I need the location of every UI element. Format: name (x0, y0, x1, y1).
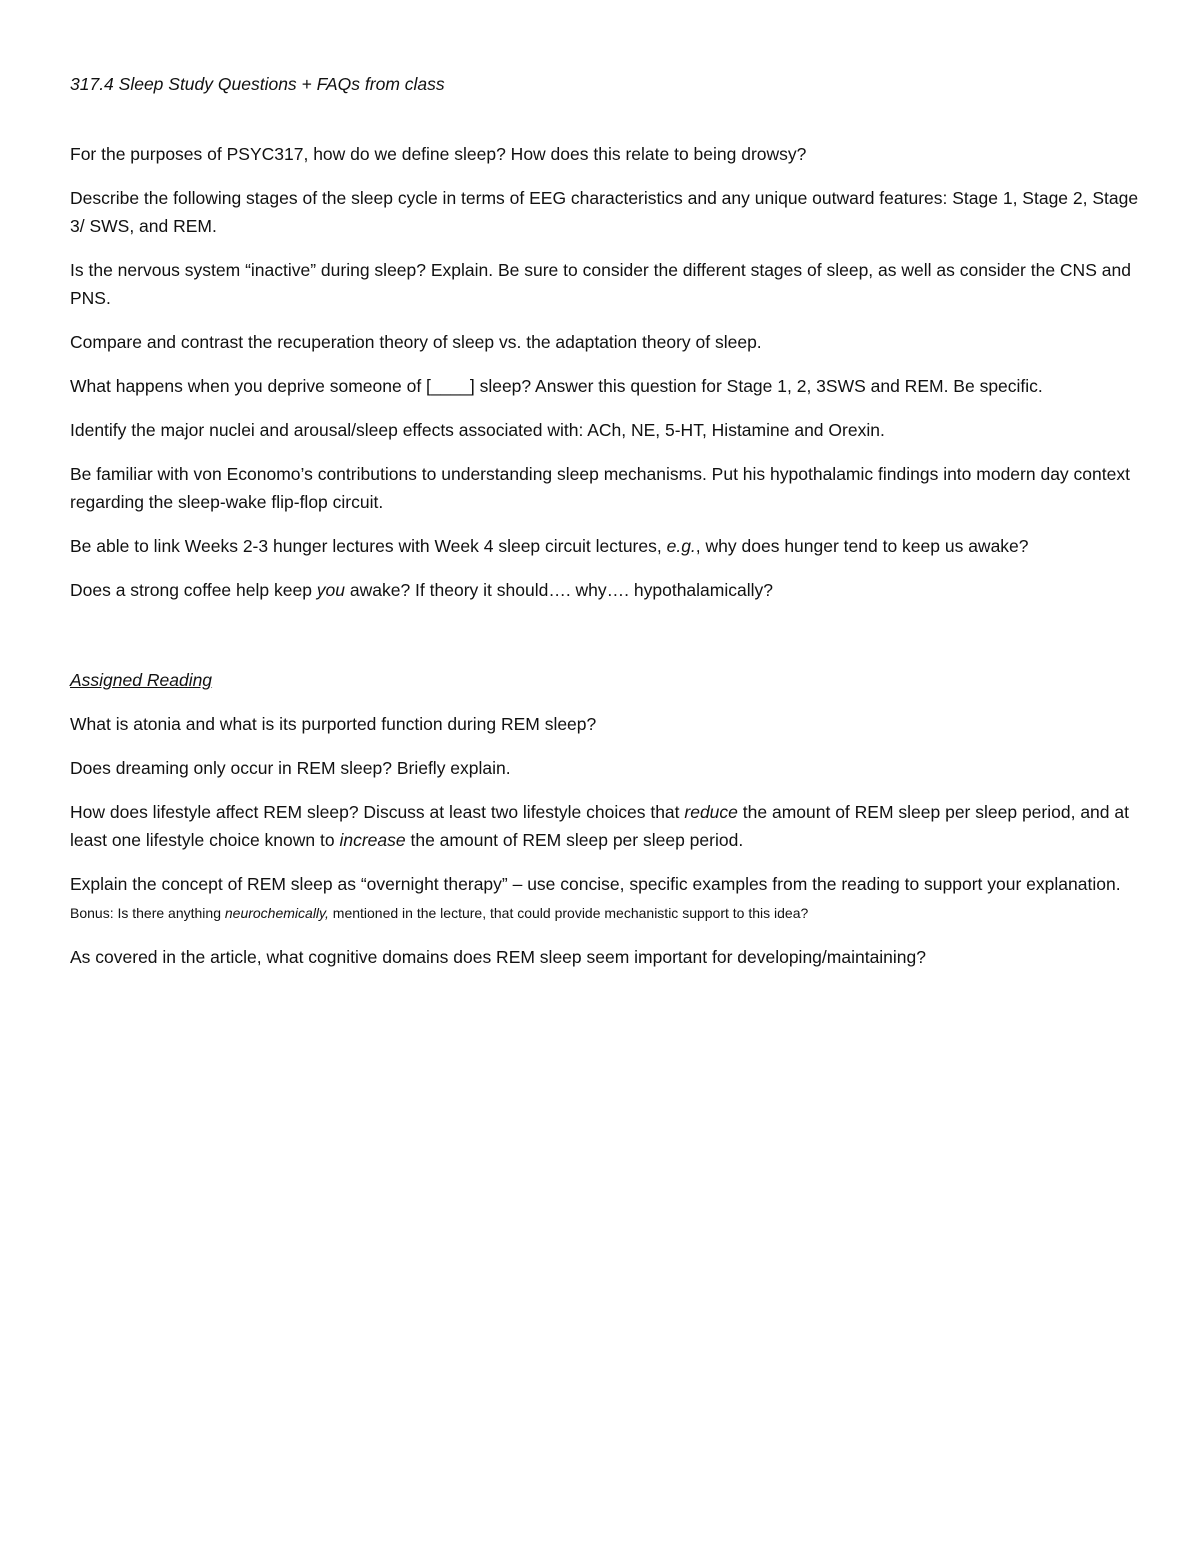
document-title: 317.4 Sleep Study Questions + FAQs from class (70, 74, 445, 94)
assigned-reading-heading: Assigned Reading (70, 670, 213, 690)
reading-question-3-emphasis-increase: increase (339, 830, 406, 850)
document-body (70, 70, 1140, 987)
question-6: Identify the major nuclei and arousal/sleep effects associated with: ACh, NE, 5-HT, Histamine and Orexin. (70, 420, 885, 440)
question-9-emphasis: you (316, 580, 346, 600)
question-4: Compare and contrast the recuperation theory of sleep vs. the adaptation theory of sleep. (70, 332, 762, 352)
reading-question-4 (70, 870, 1140, 927)
bonus-question (70, 905, 808, 921)
question-8-text-a: Be able to link Weeks 2-3 hunger lectures with Week 4 sleep circuit lectures, (70, 536, 667, 556)
question-3: Is the nervous system “inactive” during sleep? Explain. Be sure to consider the different stages of sleep, as well as consider the CNS and PNS. (70, 260, 1131, 308)
reading-question-1: What is atonia and what is its purported function during REM sleep? (70, 714, 597, 734)
reading-question-3-text-c: the amount of REM sleep per sleep period. (405, 830, 744, 850)
reading-question-2: Does dreaming only occur in REM sleep? Briefly explain. (70, 758, 511, 778)
bonus-question-text-a: Bonus: Is there anything (70, 905, 225, 921)
question-1: For the purposes of PSYC317, how do we define sleep? How does this relate to being drowsy? (70, 144, 807, 164)
question-8 (70, 532, 1140, 560)
reading-question-3-text-b: the amount of REM sleep per sleep period, and at least one lifestyle choice known to (70, 802, 1129, 850)
reading-question-5: As covered in the article, what cognitive domains does REM sleep seem important for developing/maintaining? (70, 947, 927, 967)
question-9 (70, 576, 1140, 604)
question-8-text-b: , why does hunger tend to keep us awake? (695, 536, 1029, 556)
question-9-text-b: awake? If theory it should…. why…. hypothalamically? (345, 580, 773, 600)
question-7: Be familiar with von Economo’s contributions to understanding sleep mechanisms. Put his hypothalamic findings into modern day context regarding the sleep-wake flip-flop circuit. (70, 464, 1130, 512)
question-5: What happens when you deprive someone of [____] sleep? Answer this question for Stage 1, 2, 3SWS and REM. Be specific. (70, 376, 1043, 396)
question-8-emphasis: e.g. (666, 536, 696, 556)
reading-question-4-text: Explain the concept of REM sleep as “overnight therapy” – use concise, specific examples from the reading to support your explanation. (70, 874, 1121, 894)
bonus-question-emphasis: neurochemically, (224, 905, 329, 921)
question-2: Describe the following stages of the sleep cycle in terms of EEG characteristics and any unique outward features: Stage 1, Stage 2, Stage 3/ SWS, and REM. (70, 188, 1139, 236)
reading-question-3 (70, 798, 1140, 854)
bonus-question-text-b: mentioned in the lecture, that could provide mechanistic support to this idea? (328, 905, 809, 921)
question-9-text-a: Does a strong coffee help keep (70, 580, 317, 600)
reading-question-3-text-a: How does lifestyle affect REM sleep? Discuss at least two lifestyle choices that (70, 802, 685, 822)
reading-question-3-emphasis-reduce: reduce (684, 802, 738, 822)
